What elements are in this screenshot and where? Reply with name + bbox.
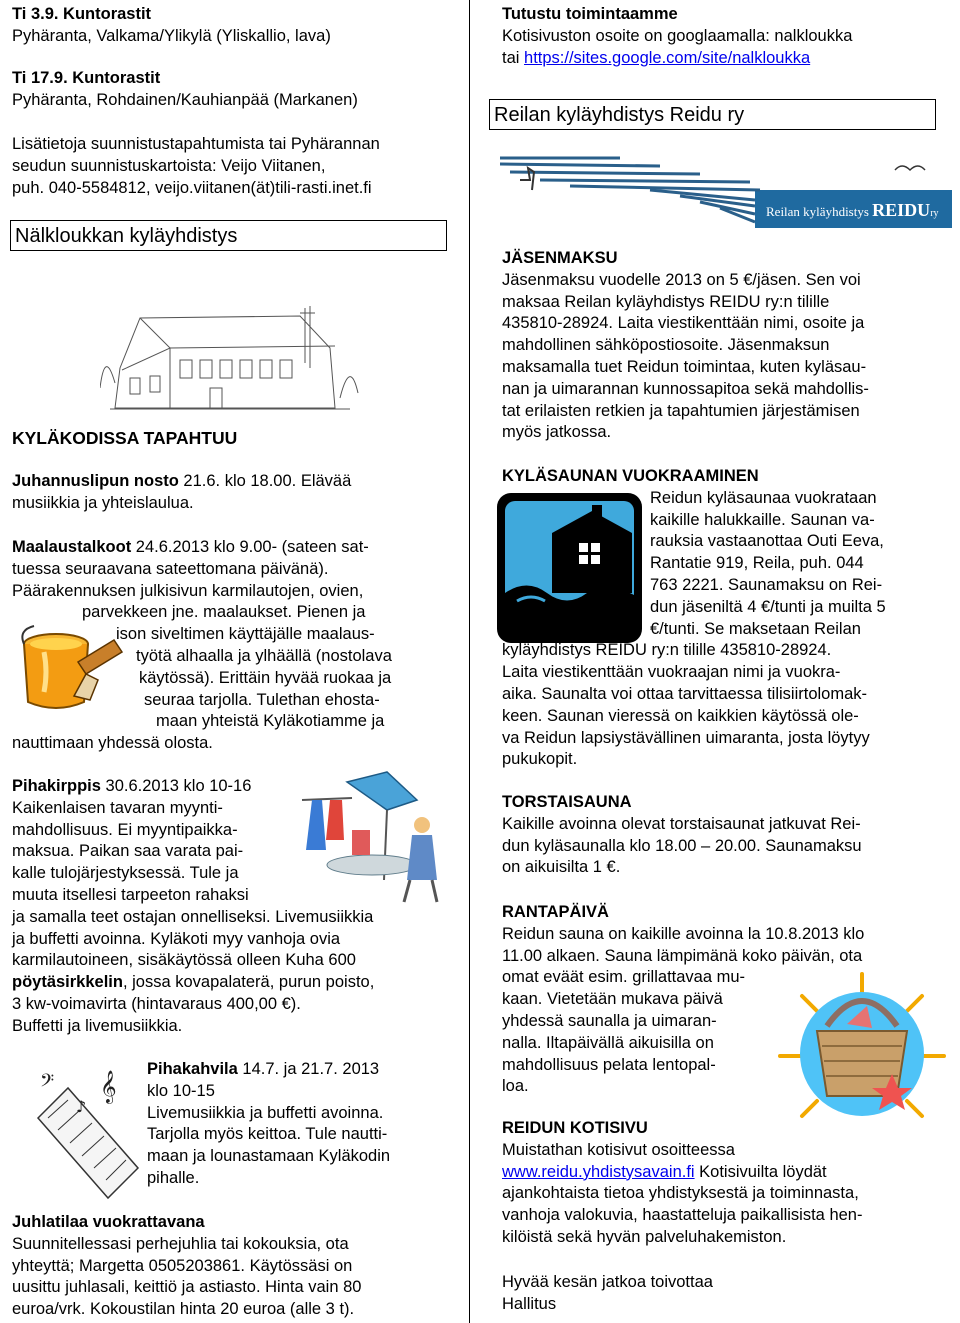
- sauna-line: Rantatie 919, Reila, puh. 044: [650, 554, 864, 573]
- sauna-line: Reidun kyläsaunaa vuokrataan: [650, 488, 877, 507]
- info-line: Lisätietoja suunnistustapahtumista tai Pyhärannan: [12, 135, 380, 153]
- pihakirppis-line: kalle tulojärjestyksessä. Tule ja: [12, 864, 239, 883]
- juhlatila-line: yhteyttä; Margetta 0505203861. Käytössäsi on: [12, 1256, 353, 1275]
- reidu-site-link[interactable]: www.reidu.yhdistysavain.fi: [502, 1162, 695, 1181]
- maalaus-line: Päärakennuksen julkisivun karmilautojen, ovien,: [12, 581, 364, 600]
- info-line: seudun suunnistuskartoista: Veijo Viitanen,: [12, 156, 326, 175]
- tutustu-prefix: tai: [502, 48, 525, 67]
- event-kuntorastit-2: [12, 68, 462, 112]
- maalaus-line: nauttimaan yhdessä olosta.: [12, 734, 213, 753]
- pihakahvila-line: klo 10-15: [147, 1081, 215, 1100]
- flea-market-illustration: [292, 770, 442, 905]
- jasenmaksu-block: [502, 248, 952, 444]
- maalaus-line: ison siveltimen käyttäjälle maalaus-: [116, 625, 375, 644]
- pihakirppis-line: mahdollisuus. Ei myyntipaikka-: [12, 820, 238, 839]
- info-line: puh. 040-5584812, veijo.viitanen(ät)tili-rasti.inet.fi: [12, 178, 372, 197]
- pihakirppis-bold: pöytäsirkkelin: [12, 973, 123, 992]
- pihakahvila-line: pihalle.: [147, 1168, 200, 1187]
- sauna-line: keen. Saunan vieressä on kaikkien käytössä ole-: [502, 706, 859, 725]
- sauna-line: 763 2221. Saunamaksu on Rei-: [650, 575, 883, 594]
- kotisivu-line: Kotisivuilta löydät: [694, 1162, 827, 1181]
- pihakirppis-line: muuta itsellesi tarpeeton rahaksi: [12, 885, 249, 904]
- sauna-line: €/tunti. Se maksetaan Reilan: [650, 619, 861, 638]
- column-divider: [469, 0, 470, 1323]
- maalaus-line: parvekkeen jne. maalaukset. Pienen ja: [82, 603, 366, 622]
- banner-text: [766, 202, 939, 222]
- torstai-line: Kaikille avoinna olevat torstaisaunat jatkuvat Rei-: [502, 814, 861, 833]
- sauna-line: Laita viestikenttään vuokraajan nimi ja vuokra-: [502, 663, 841, 682]
- kotisivu-line: kilöistä sekä hyvän palveluhakemiston.: [502, 1227, 787, 1246]
- section-title: KYLÄKODISSA TAPAHTUU: [12, 428, 238, 448]
- maalaus-title: Maalaustalkoot: [12, 538, 132, 556]
- sauna-line: kyläyhdistys REIDU ry:n tilille 435810-28924.: [502, 641, 832, 660]
- pihakahvila-title: Pihakahvila: [147, 1060, 238, 1078]
- pihakahvila-line: Tarjolla myös keittoa. Tule nautti-: [147, 1125, 388, 1144]
- jasenmaksu-line: myös jatkossa.: [502, 423, 612, 442]
- pihakirppis-line: Buffetti ja livemusiikkia.: [12, 1016, 183, 1035]
- kotisivu-block: [502, 1118, 952, 1249]
- juhlatila-title: Juhlatilaa vuokrattavana: [12, 1213, 205, 1231]
- village-house-sketch: [100, 288, 360, 418]
- beach-bag-icon: [772, 966, 952, 1126]
- svg-text:♪: ♪: [76, 1097, 87, 1116]
- banner-caption: Reilan kyläyhdistys: [766, 204, 873, 219]
- ranta-line: mahdollisuus pelata lentopal-: [502, 1055, 716, 1074]
- svg-text:𝄢: 𝄢: [40, 1071, 55, 1096]
- event-kuntorastit-1: [12, 4, 462, 48]
- kotisivu-line: Muistathan kotisivut osoitteessa: [502, 1140, 735, 1159]
- tutustu-line: Kotisivuston osoite on googlaamalla: nalkloukka: [502, 26, 853, 45]
- pihakahvila-line: Livemusiikkia ja buffetti avoinna.: [147, 1103, 384, 1122]
- pihakahvila-block: [147, 1059, 462, 1190]
- kotisivu-line: ajankohtaista tietoa yhdistyksestä ja toiminnasta,: [502, 1184, 859, 1203]
- nalkloukka-header-box: [10, 220, 447, 251]
- banner-suffix: ry: [930, 208, 939, 219]
- ranta-title: RANTAPÄIVÄ: [502, 903, 609, 921]
- nalkloukka-site-link[interactable]: https://sites.google.com/site/nalkloukka: [524, 48, 811, 67]
- jasenmaksu-line: Jäsenmaksu vuodelle 2013 on 5 €/jäsen. Sen voi: [502, 270, 861, 289]
- sauna-line: va Reidun lapsiystävällinen uimaranta, josta löytyy: [502, 728, 870, 747]
- pihakirppis-title: Pihakirppis: [12, 777, 101, 795]
- pihakahvila-line: maan ja lounastamaan Kyläkodin: [147, 1147, 391, 1166]
- ranta-line: omat eväät esim. grillattavaa mu-: [502, 968, 746, 987]
- maalaus-line: tuessa seuraavana sateettomana päivänä).: [12, 559, 329, 578]
- torstai-line: on aikuisilta 1 €.: [502, 858, 621, 877]
- tutustu-block: [502, 4, 952, 69]
- paint-can-icon: [14, 622, 134, 717]
- ranta-line: nalla. Iltapäivällä aikuisilla on: [502, 1033, 714, 1052]
- juhannus-title: Juhannuslipun nosto: [12, 472, 179, 490]
- reidu-title: Reilan kyläyhdistys Reidu ry: [494, 104, 745, 126]
- kotisivu-title: REIDUN KOTISIVU: [502, 1119, 648, 1137]
- sauna-block: [502, 466, 952, 771]
- jasenmaksu-line: tat erilaisten retkien ja tapahtumien järjestämisen: [502, 401, 860, 420]
- closing-block: [502, 1272, 952, 1316]
- pihakirppis-line: 30.6.2013 klo 10-16: [100, 777, 252, 795]
- jasenmaksu-line: mahdollinen sähköpostiosoite. Jäsenmaksun: [502, 336, 830, 355]
- torstai-line: dun kyläsaunalla klo 18.00 – 20.00. Saunamaksu: [502, 836, 862, 855]
- event-place: Pyhäranta, Valkama/Ylikylä (Yliskallio, lava): [12, 26, 331, 45]
- jasenmaksu-line: maksamalla tuet Reidun toimintaa, kuten kyläsau-: [502, 357, 867, 376]
- orienteering-info: [12, 134, 462, 199]
- nalkloukka-title: Nälkloukkan kyläyhdistys: [15, 225, 238, 247]
- torstaisauna-block: [502, 792, 952, 879]
- juhannus-desc: musiikkia ja yhteislaulua.: [12, 493, 194, 512]
- pihakirppis-line: Kaikenlaisen tavaran myynti-: [12, 798, 223, 817]
- ranta-line: 11.00 alkaen. Sauna lämpimänä koko päivän, ota: [502, 946, 863, 965]
- maalaus-line: työtä alhaalla ja ylhäällä (nostolava: [136, 646, 392, 665]
- pihakirppis-line: 3 kw-voimavirta (hintavaraus 400,00 €).: [12, 994, 301, 1013]
- jasenmaksu-title: JÄSENMAKSU: [502, 249, 618, 267]
- banner-brand: REIDU: [872, 200, 931, 220]
- sauna-line: aika. Saunalta voi ottaa tarvittaessa tilisiirtolomak-: [502, 684, 867, 703]
- sauna-title: KYLÄSAUNAN VUOKRAAMINEN: [502, 467, 759, 485]
- juhlatila-line: Suunnitellessasi perhejuhlia tai kokouksia, ota: [12, 1234, 349, 1253]
- kotisivu-line: vanhoja valokuvia, haastatteluja paikallisista hen-: [502, 1206, 863, 1225]
- ranta-line: kaan. Vietetään mukava päivä: [502, 990, 723, 1009]
- event-title: Ti 17.9. Kuntorastit: [12, 69, 161, 87]
- pihakirppis-line: maksua. Paikan saa varata pai-: [12, 842, 244, 861]
- ranta-line: Reidun sauna on kaikille avoinna la 10.8.2013 klo: [502, 924, 865, 943]
- juhlatila-line: uusittu juhlasali, keittiö ja astiasto. Hinta vain 80: [12, 1278, 362, 1297]
- pihakirppis-line: , jossa kovapalaterä, purun poisto,: [122, 973, 375, 992]
- reidu-banner: [500, 150, 952, 228]
- juhannus-time: 21.6. klo 18.00. Elävää: [178, 472, 352, 490]
- jasenmaksu-line: 435810-28924. Laita viestikenttään nimi, osoite ja: [502, 314, 865, 333]
- juhlatila-block: [12, 1212, 462, 1321]
- jasenmaksu-line: nan ja uimarannan kunnossapitoa sekä mahdollis-: [502, 379, 869, 398]
- maalaus-line: käytössä). Erittäin hyvää ruokaa ja: [139, 668, 392, 687]
- jasenmaksu-line: maksaa Reilan kyläyhdistys REIDU ry:n tilille: [502, 292, 830, 311]
- closing-signature: Hallitus: [502, 1294, 557, 1313]
- sauna-line: pukukopit.: [502, 750, 578, 769]
- pihakirppis-line: ja buffetti avoinna. Kyläkoti myy vanhoja ovia: [12, 929, 341, 948]
- maalaus-line: seuraa tarjolla. Tulethan ehosta-: [144, 690, 380, 709]
- ranta-line: loa.: [502, 1077, 529, 1096]
- music-notes-illustration: [28, 1068, 143, 1208]
- maalaus-line: 24.6.2013 klo 9.00- (sateen sat-: [131, 538, 369, 556]
- sauna-line: dun jäseniltä 4 €/tunti ja muilta 5: [650, 597, 886, 616]
- torstai-title: TORSTAISAUNA: [502, 793, 632, 811]
- maalaus-line: maan yhteistä Kyläkotiamme ja: [156, 712, 385, 731]
- pihakahvila-line: 14.7. ja 21.7. 2013: [237, 1060, 380, 1078]
- tutustu-title: Tutustu toimintaamme: [502, 5, 678, 23]
- svg-text:𝄞: 𝄞: [100, 1070, 117, 1103]
- event-place: Pyhäranta, Rohdainen/Kauhianpää (Markanen): [12, 90, 358, 109]
- pihakirppis-line: karmilautoineen, sisäkäytössä olleen Kuha 600: [12, 951, 356, 970]
- closing-greeting: Hyvää kesän jatkoa toivottaa: [502, 1273, 713, 1291]
- juhannus-block: [12, 471, 462, 515]
- sauna-line: kaikille halukkaille. Saunan va-: [650, 510, 875, 529]
- pihakirppis-line: ja samalla teet ostajan onnelliseksi. Livemusiikkia: [12, 907, 374, 926]
- reidu-header-box: [489, 99, 936, 130]
- event-title: Ti 3.9. Kuntorastit: [12, 5, 152, 23]
- juhlatila-line: euroa/vrk. Kokoustilan hinta 20 euroa (alle 3 t).: [12, 1300, 355, 1319]
- ranta-line: yhdessä saunalla ja uimaran-: [502, 1011, 717, 1030]
- sauna-line: rauksia vastaanottaa Outi Eeva,: [650, 532, 884, 551]
